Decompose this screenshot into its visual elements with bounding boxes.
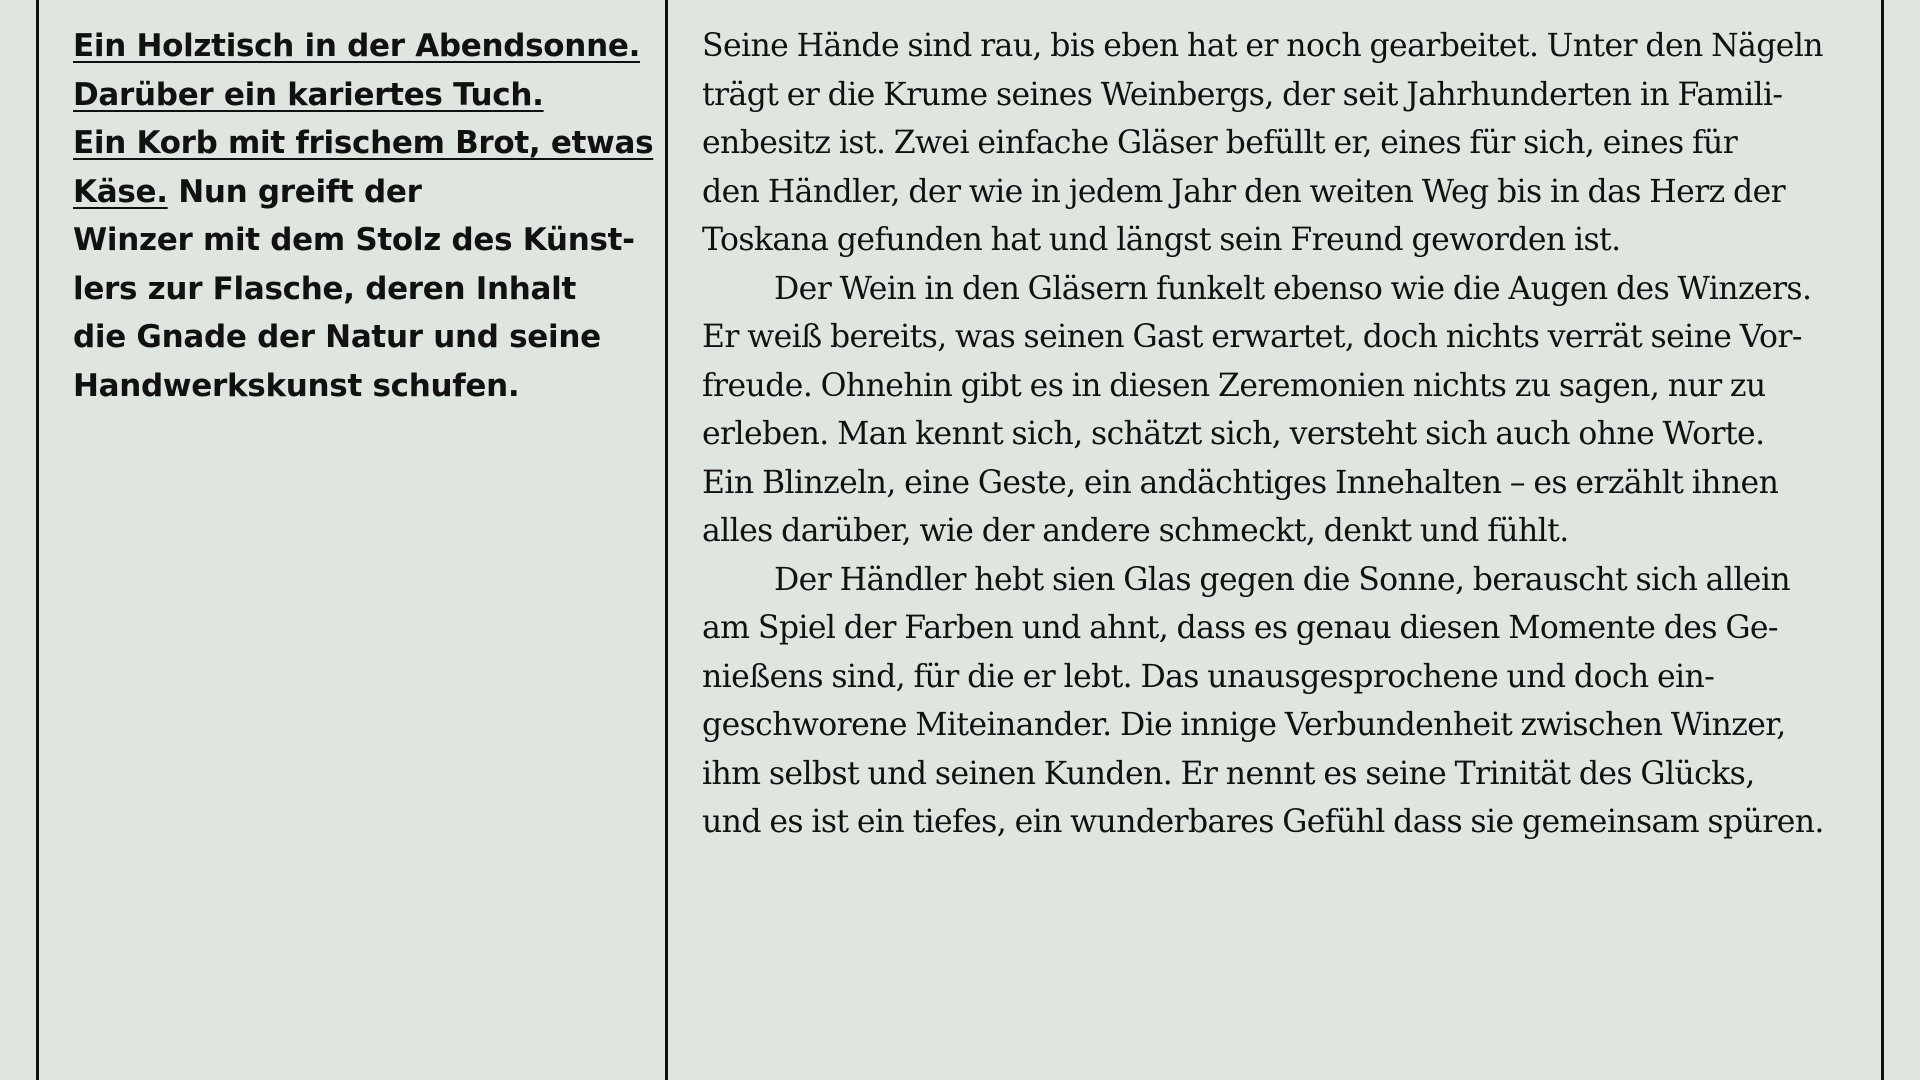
intro-line-5: Winzer mit dem Stolz des Künst- <box>73 222 635 258</box>
body-line-6: Der Wein in den Gläsern funkelt ebenso wie die Augen des Winzers. <box>774 270 1812 307</box>
intro-line-7: die Gnade der Natur und seine <box>73 319 601 355</box>
intro-column <box>73 22 653 410</box>
body-line-15: geschworene Miteinander. Die innige Verbundenheit zwischen Winzer, <box>702 707 1786 743</box>
body-line-14: nießens sind, für die er lebt. Das unausgesprochene und doch ein- <box>702 658 1715 695</box>
intro-line-3: Ein Korb mit frischem Brot, etwas <box>73 125 654 161</box>
body-line-8: freude. Ohnehin gibt es in diesen Zeremonien nichts zu sagen, nur zu <box>702 367 1766 404</box>
body-line-1: Seine Hände sind rau, bis eben hat er noch gearbeitet. Unter den Nägeln <box>702 28 1823 64</box>
body-line-11: alles darüber, wie der andere schmeckt, denkt und fühlt. <box>702 513 1569 549</box>
intro-line-2: Darüber ein kariertes Tuch. <box>73 76 544 113</box>
left-border-rule <box>36 0 39 1080</box>
body-line-5: Toskana gefunden hat und längst sein Freund geworden ist. <box>702 222 1621 258</box>
body-line-10: Ein Blinzeln, eine Geste, ein andächtiges Innehalten – es erzählt ihnen <box>702 464 1779 501</box>
body-line-7: Er weiß bereits, was seinen Gast erwartet, doch nichts verrät seine Vor- <box>702 319 1802 355</box>
body-line-3: enbesitz ist. Zwei einfache Gläser befüllt er, eines für sich, eines für <box>702 125 1738 161</box>
column-divider-rule <box>665 0 668 1080</box>
body-line-9: erleben. Man kennt sich, schätzt sich, versteht sich auch ohne Worte. <box>702 416 1765 452</box>
body-line-4: den Händler, der wie in jedem Jahr den weiten Weg bis in das Herz der <box>702 173 1786 210</box>
body-line-12: Der Händler hebt sien Glas gegen die Sonne, berauscht sich allein <box>774 561 1791 598</box>
intro-line-6: lers zur Flasche, deren Inhalt <box>73 270 577 307</box>
right-border-rule <box>1881 0 1884 1080</box>
intro-line-4-underlined: Käse. <box>73 173 168 210</box>
intro-line-8: Handwerkskunst schufen. <box>73 367 520 404</box>
body-line-16: ihm selbst und seinen Kunden. Er nennt es seine Trinität des Glücks, <box>702 755 1755 792</box>
intro-line-4 <box>73 168 653 217</box>
intro-line-4-rest: Nun greift der <box>178 173 422 210</box>
body-text-column <box>702 22 1872 847</box>
body-line-13: am Spiel der Farben und ahnt, dass es genau diesen Momente des Ge- <box>702 610 1778 646</box>
body-line-17: und es ist ein tiefes, ein wunderbares Gefühl dass sie gemeinsam spüren. <box>702 804 1824 840</box>
body-line-2: trägt er die Krume seines Weinbergs, der seit Jahrhunderten in Famili- <box>702 76 1783 113</box>
intro-line-1: Ein Holztisch in der Abendsonne. <box>73 28 641 64</box>
